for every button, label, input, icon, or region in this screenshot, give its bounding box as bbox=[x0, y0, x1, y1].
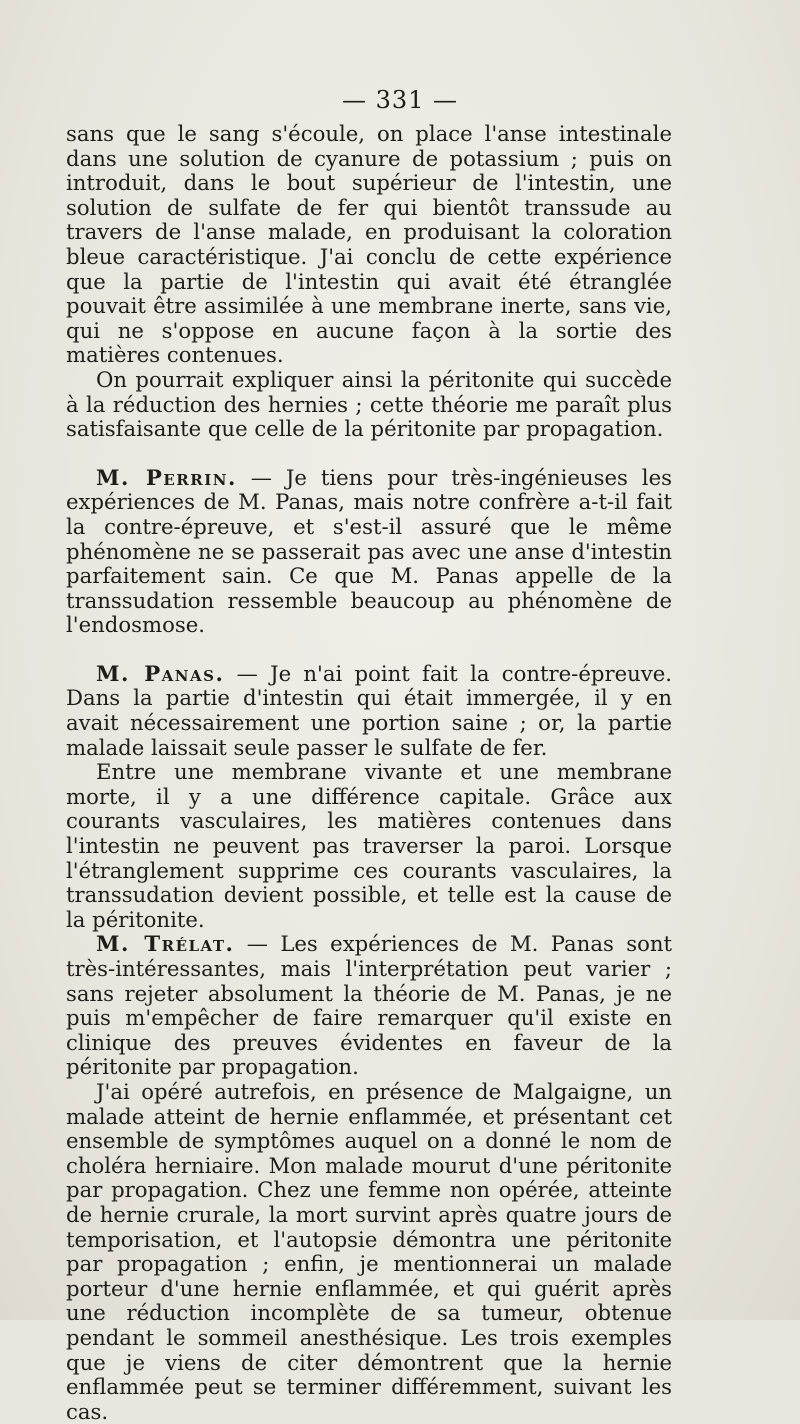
paragraph-text: — Je tiens pour très-ingénieuses les expériences de M. Panas, mais notre confrère a-t-il fait la contre-épreuve, et s'est-il assuré que le même phénomène ne se passerait pas avec une anse d'intestin parfaitement sain. Ce que M. Panas appelle de la transsudation ressemble beaucoup au phénomène de l'endosmose. bbox=[66, 464, 672, 638]
paragraph-2 bbox=[66, 368, 672, 442]
body-text bbox=[66, 122, 672, 1424]
paragraph-text: — Je n'ai point fait la contre-épreuve. Dans la partie d'intestin qui était immergée, il y en avait nécessairement une portion saine ; or, la partie malade laissait seule passer le sulfate de fer. bbox=[66, 660, 673, 760]
paragraph-trelat bbox=[66, 932, 672, 1080]
speaker-name: M. Panas. bbox=[96, 660, 225, 686]
paragraph-text: J'ai opéré autrefois, en présence de Malgaigne, un malade atteint de hernie enflammée, et présentant cet ensemble de symptômes auquel on a donné le nom de choléra herniaire. Mon malade mourut d'une péritonite par propagation. Chez une femme non opérée, atteinte de hernie crurale, la mort survint après quatre jours de temporisation, et l'autopsie démontra une péritonite par propagation ; enfin, je mentionnerai un malade porteur d'une hernie enflammée, et qui guérit après une réduction incomplète de sa tumeur, obtenue pendant le sommeil anesthésique. Les trois exemples que je viens de citer démontrent que la hernie enflammée peut se terminer différemment, suivant les cas. bbox=[66, 1078, 672, 1424]
paragraph-perrin bbox=[66, 466, 672, 638]
paragraph-text: sans que le sang s'écoule, on place l'anse intestinale dans une solution de cyanure de potassium ; puis on introduit, dans le bout supérieur de l'intestin, une solution de sulfate de fer qui bientôt transsude au travers de l'anse malade, en produisant la coloration bleue caractéristique. J'ai conclu de cette expérience que la partie de l'intestin qui avait été étranglée pouvait être assimilée à une membrane inerte, sans vie, qui ne s'oppose en aucune façon à la sortie des matières contenues. bbox=[66, 121, 672, 368]
paragraph-text: On pourrait expliquer ainsi la péritonite qui succède à la réduction des hernies ; cette théorie me paraît plus satisfaisante que celle de la péritonite par propagation. bbox=[66, 366, 672, 442]
page-number: — 331 — bbox=[341, 86, 459, 114]
paragraph-text: — Les expériences de M. Panas sont très-intéressantes, mais l'interprétation peut varier ; sans rejeter absolument la théorie de M. Panas, je ne puis m'empêcher de faire remarquer qu'il existe en clinique des preuves évidentes en faveur de la péritonite par propagation. bbox=[66, 931, 672, 1080]
paragraph-panas-2 bbox=[66, 760, 672, 932]
paragraph-text: Entre une membrane vivante et une membrane morte, il y a une différence capitale. Grâce aux courants vasculaires, les matières contenues dans l'intestin ne peuvent pas traverser la paroi. Lorsque l'étranglement supprime ces courants vasculaires, la transsudation devient possible, et telle est la cause de la péritonite. bbox=[66, 759, 672, 932]
paragraph-panas bbox=[66, 662, 672, 760]
speaker-name: M. Perrin. bbox=[96, 464, 237, 490]
paragraph-1 bbox=[66, 122, 672, 368]
speaker-name: M. Trélat. bbox=[96, 931, 235, 957]
paragraph-trelat-2 bbox=[66, 1080, 672, 1424]
